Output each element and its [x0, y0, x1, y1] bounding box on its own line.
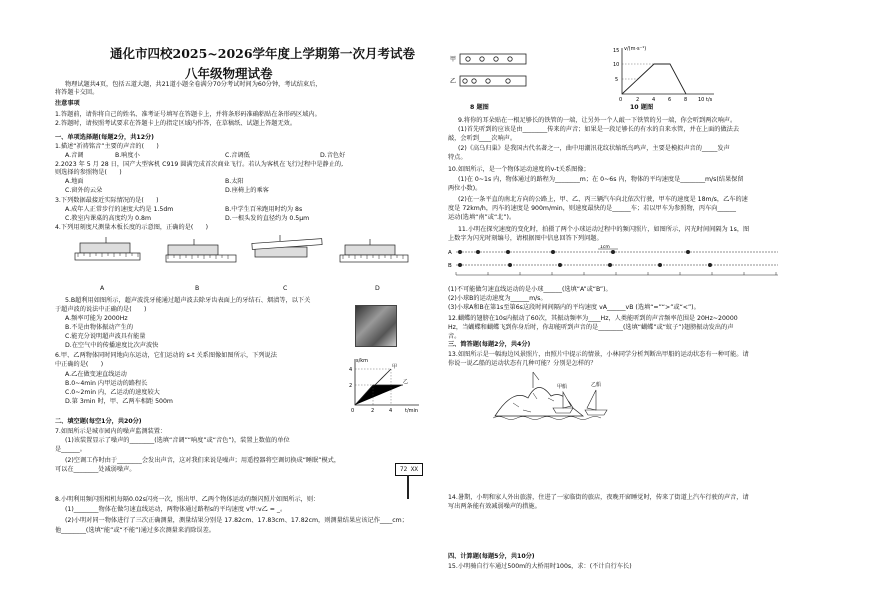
ruler-figure-c	[252, 235, 322, 257]
fig8-stroboscope	[450, 50, 530, 100]
q2-stem-1: 2.2023 年 5 月 28 日，国产大型客机 C919 圆满完成首次商业飞行。若认为客机在飞行过程中是静止的,	[55, 161, 344, 168]
ruler-figure-b	[166, 239, 236, 262]
noise-meter-pole	[407, 475, 409, 499]
q4-label-b: B	[195, 285, 200, 292]
q10-2-line-1: (2)在一条平直的南北方向的公路上，甲、乙、丙三辆汽车向北依次行驶，甲车的速度是 18m/s，乙车的速	[458, 196, 748, 203]
boat-yi-icon	[585, 390, 607, 415]
q7-1-line-2: 是______。	[55, 446, 86, 453]
graph-x-label: t/min	[405, 408, 419, 414]
graph-x-tick-0: 0	[351, 408, 355, 414]
q7-2-line-1: (2)空调工作时由于________会发出声音，这对我们来说是噪声；用遥控器将空调切换成“睡眠”模式，	[65, 457, 341, 464]
fig11-ball-a-label: A	[448, 250, 452, 256]
q2-option-a: A.地面	[65, 178, 84, 185]
q3-option-d: D.一根头发的直径约为 0.5μm	[225, 215, 310, 222]
q10-2-line-3: 运动(选填“南”或“北”)。	[448, 214, 516, 221]
q9-line-4: (2)《高乌归巢》是我国古代名著之一，曲中用潮汛花纹状缩纸鸟鸣声，主要是模拟声音的_____发声	[458, 145, 730, 152]
q10-2-line-2: 度是 72km/h，丙车的速度是 900m/min，则速度最快的是______车；若以甲车为参照物，丙车向______	[448, 205, 736, 212]
fig10-x-tick-2: 2	[636, 97, 640, 102]
fig10-x-tick-0: 0	[619, 97, 623, 102]
fig10-x-tick-6: 6	[668, 97, 672, 102]
fig11-ball-b-label: B	[448, 263, 452, 269]
graph-jia-label: 甲	[392, 364, 398, 370]
fig8-row-jia: 甲	[450, 56, 457, 63]
q15-stem: 15.小明骑自行车通过500m的大桥用时100s，求：(不计自行车长)	[448, 563, 632, 570]
q8-2-line-2: 他________(选填“能”或“不能”)通过多次测量来消除误差。	[55, 527, 215, 534]
graph-yi-label: 乙	[403, 379, 409, 385]
q9-line-2: (1)首先听到的应该是由________传来的声音；如果是一段足够长的有水的自来水管，并在上面的做法去	[458, 126, 740, 133]
notes-heading: 注意事项	[55, 100, 80, 107]
q11-3: (3)小球A和B在第1s至第6s这段时间间隔内的平均速度 vA______vB (选填“=”“>”或“<”)。	[448, 304, 700, 311]
fig8-caption: 8 题图	[470, 104, 489, 111]
fig10-x-tick-8: 8	[684, 97, 688, 102]
graph-x-tick-4: 4	[389, 408, 393, 414]
fig10-x-tick-4: 4	[652, 97, 656, 102]
right-column	[448, 0, 828, 615]
q12-line-3: 音。	[448, 333, 461, 340]
fig10-y-tick-15: 15	[613, 48, 620, 54]
fig10-y-tick-10: 10	[613, 62, 620, 68]
left-column	[55, 0, 425, 615]
q2-option-b: B.太阳	[225, 178, 244, 185]
q12-line-2: Hz，当蝴蝶和蝴蝶飞到你身后时，你却能听到声音的是________(选填“蝴蝶”或“蚊子”)翅膀振动发出的声	[448, 324, 734, 331]
q4-label-d: D	[375, 285, 380, 292]
q3-option-b: B.中学生百米跑用时约为 8s	[225, 206, 303, 213]
q5-stem-1: 5.B超利用如图所示，超声波洗牙能通过超声波去除牙齿表面上的牙结石、烟渍等，以下关	[65, 297, 311, 304]
q6-stem-2: 中正确的是( )	[55, 361, 104, 368]
fig11-scale-label: 1cm	[600, 245, 610, 250]
q11-line-2: 上数字为闪光时刻编号，请根据图中信息回答下列问题。	[448, 235, 603, 242]
q5-option-a: A.频率可能为 2000Hz	[65, 315, 128, 322]
q1-option-d: D.音色好	[320, 152, 346, 159]
q6-stem-1: 6.甲、乙两物体同时同地向东运动，它们运动的 s-t 关系图像如图所示，下列说法	[55, 352, 277, 359]
q11-2: (2)小球B的运动速度为______m/s。	[448, 295, 547, 302]
q5-stem-2: 于超声波的说法中正确的是( )	[55, 306, 147, 313]
graph-y-label: s/km	[356, 358, 369, 364]
q5-option-c: C.能充分说明超声波具有能量	[65, 333, 146, 340]
q6-st-graph	[343, 355, 423, 415]
note-1: 1.答题前，请你将自己的姓名、准考证号填写在答题卡上，并将条形码准确粘贴在条形码区域内。	[55, 111, 321, 118]
q8-2-line-1: (2)小明对同一物体进行了三次正确测量，测量结果分别是 17.82cm、17.83cm、17.82cm，则测量结果应该记作____cm；	[65, 517, 408, 524]
note-2: 2.答题时，请按照考试要求在答题卡上的指定区域内作答，在草稿纸、试题上答题无效。	[55, 120, 297, 127]
fig11-ball-strobe	[448, 245, 818, 283]
ultrasonic-teeth-photo	[355, 305, 397, 347]
fig8-row-yi: 乙	[450, 78, 457, 85]
q13-line-2: 你说一说乙船的运动状态有几种可能？分别是怎样的？	[448, 360, 597, 367]
q4-ruler-figures	[70, 235, 410, 283]
q7-1-line-1: (1)该装置显示了噪声的________(选填“音调”“响度”或“音色”)，装置上数值的单位	[65, 437, 290, 444]
q11-line-1: 11.小明在探究速度的变化时，拍摄了两个小球运动过程中的频闪照片，如图所示，闪光时间间隔为 1s，图	[458, 226, 750, 233]
q1-option-c: C.音调低	[225, 152, 250, 159]
q14-line-2: 写出两条能有效减弱噪声的措施。	[448, 503, 541, 510]
q7-stem: 7.如图所示是城市园内的噪声监测装置：	[55, 428, 167, 435]
q2-stem-2: 则选择的参照物是( )	[55, 169, 122, 176]
intro-line-1: 物理试题共4页，包括五道大题，共21道小题全卷满分70分考试时间为60分钟，考试结束后，	[65, 81, 322, 88]
graph-y-tick-4: 4	[349, 367, 353, 373]
q10-1-line-1: (1)在 0~1s 内，物体通过的路程为________m；在 0~6s 内，物体的平均速度是________m/s(结果保留	[458, 176, 744, 183]
q10-1-line-2: 两位小数)。	[448, 185, 482, 192]
section-1-heading: 一、单项选择题(每题2分，共12分)	[55, 134, 155, 141]
flag-icon	[533, 372, 539, 388]
boat-yi-label: 乙船	[591, 382, 602, 388]
fig10-y-label: v/(m·s⁻¹)	[624, 46, 647, 52]
q9-line-3: 敲，会听到____次响声。	[448, 135, 517, 142]
q8-stem: 8.小明利用频闪照相机每隔0.02s闪亮一次，照出甲、乙两个物体运动的频闪照片如图所示，则：	[55, 496, 320, 503]
q1-option-a: A.音调	[65, 152, 84, 159]
q4-label-c: C	[283, 285, 288, 292]
q4-stem: 4.下列用刻度尺测量木板长度的示意图，正确的是( )	[55, 224, 209, 231]
q6-option-d: D.第 3min 时，甲、乙两车相距 500m	[65, 398, 173, 405]
q9-line-5: 特点。	[448, 154, 467, 161]
graph-x-tick-2: 2	[371, 408, 375, 414]
section-4-heading: 四、计算题(每题5分，共10分)	[448, 553, 535, 560]
q8-1: (1)________物体在做匀速直线运动，两物体通过路程s的平均速度 v甲:v乙 = _。	[65, 506, 287, 513]
q5-option-b: B.不是由物体振动产生的	[65, 324, 134, 331]
q3-option-a: A.成年人正常步行的速度大约是 1.5dm	[65, 206, 174, 213]
ruler-figure-d	[340, 239, 408, 262]
graph-line-yi	[355, 385, 403, 405]
q9-line-1: 9.将你的耳朵贴在一根足够长的铁管的一端，让另外一个人敲一下铁管的另一端，你会听到两次响声。	[458, 117, 737, 124]
fig10-caption: 10 题图	[630, 104, 654, 111]
seaside-boats-illustration	[493, 368, 613, 423]
q2-option-c: C.窗外的云朵	[65, 187, 103, 194]
graph-y-tick-2: 2	[349, 383, 353, 389]
q5-option-d: D.在空气中的传播速度比次声波快	[65, 342, 159, 349]
ruler-figure-a	[75, 237, 140, 260]
intro-line-2: 将答题卡交回。	[55, 89, 99, 96]
exam-title: 通化市四校2025~2026学年度上学期第一次月考试卷	[110, 46, 416, 61]
fig10-x-label: t/s	[706, 97, 713, 102]
boat-jia-label: 甲船	[557, 384, 568, 390]
q12-line-1: 12.蝴蝶的翅膀在10s内振动了60次，其振动频率为____Hz，人类能听到的声音频率范围是 20Hz~20000	[448, 315, 738, 322]
fig10-x-tick-10: 10	[698, 97, 705, 102]
section-3-heading: 三、简答题(每题2分，共4分)	[448, 341, 531, 348]
q6-option-a: A.乙在做变速直线运动	[65, 371, 127, 378]
q2-option-d: D.座椅上的乘客	[225, 187, 269, 194]
exam-subtitle: 八年级物理试卷	[185, 66, 273, 81]
q6-option-b: B.0~4min 内甲运动的路程长	[65, 380, 148, 387]
q3-option-c: C.教室内课桌的高度约为 0.8m	[65, 215, 151, 222]
q4-label-a: A	[100, 285, 105, 292]
q10-stem: 10.如图所示，是一个物体运动速度的v-t关系图像；	[448, 166, 590, 173]
section-2-heading: 二、填空题(每空1分，共20分)	[55, 418, 142, 425]
q11-1: (1)不可能做匀速直线运动的是小球______(选填“A”或“B”)。	[448, 286, 612, 293]
q1-stem: 1.描述“祈祷铭音”主要的声音的( )	[55, 143, 159, 150]
fig10-y-tick-5: 5	[615, 77, 619, 83]
q14-line-1: 14.暑期，小明和家人外出旅游，住进了一家临街的旅店，夜晚开窗睡觉时，传来了街道上汽车行驶的声音，请	[448, 494, 749, 501]
q7-2-line-2: 可以在________处减弱噪声。	[55, 466, 136, 473]
noise-meter-display: 72 XX	[395, 463, 423, 476]
q6-option-c: C.0~2min 内，乙运动的速度较大	[65, 389, 160, 396]
q1-option-b: B.响度小	[115, 152, 140, 159]
q13-line-1: 13.如图所示是一幅海边风景照片，由照片中提示的情景，小林同学分析判断出甲船的运动状态有一种可能。请	[448, 351, 749, 358]
q3-stem: 3.下列数据最接近实际情况的是( )	[55, 197, 159, 204]
fig10-vt-graph	[608, 42, 718, 102]
